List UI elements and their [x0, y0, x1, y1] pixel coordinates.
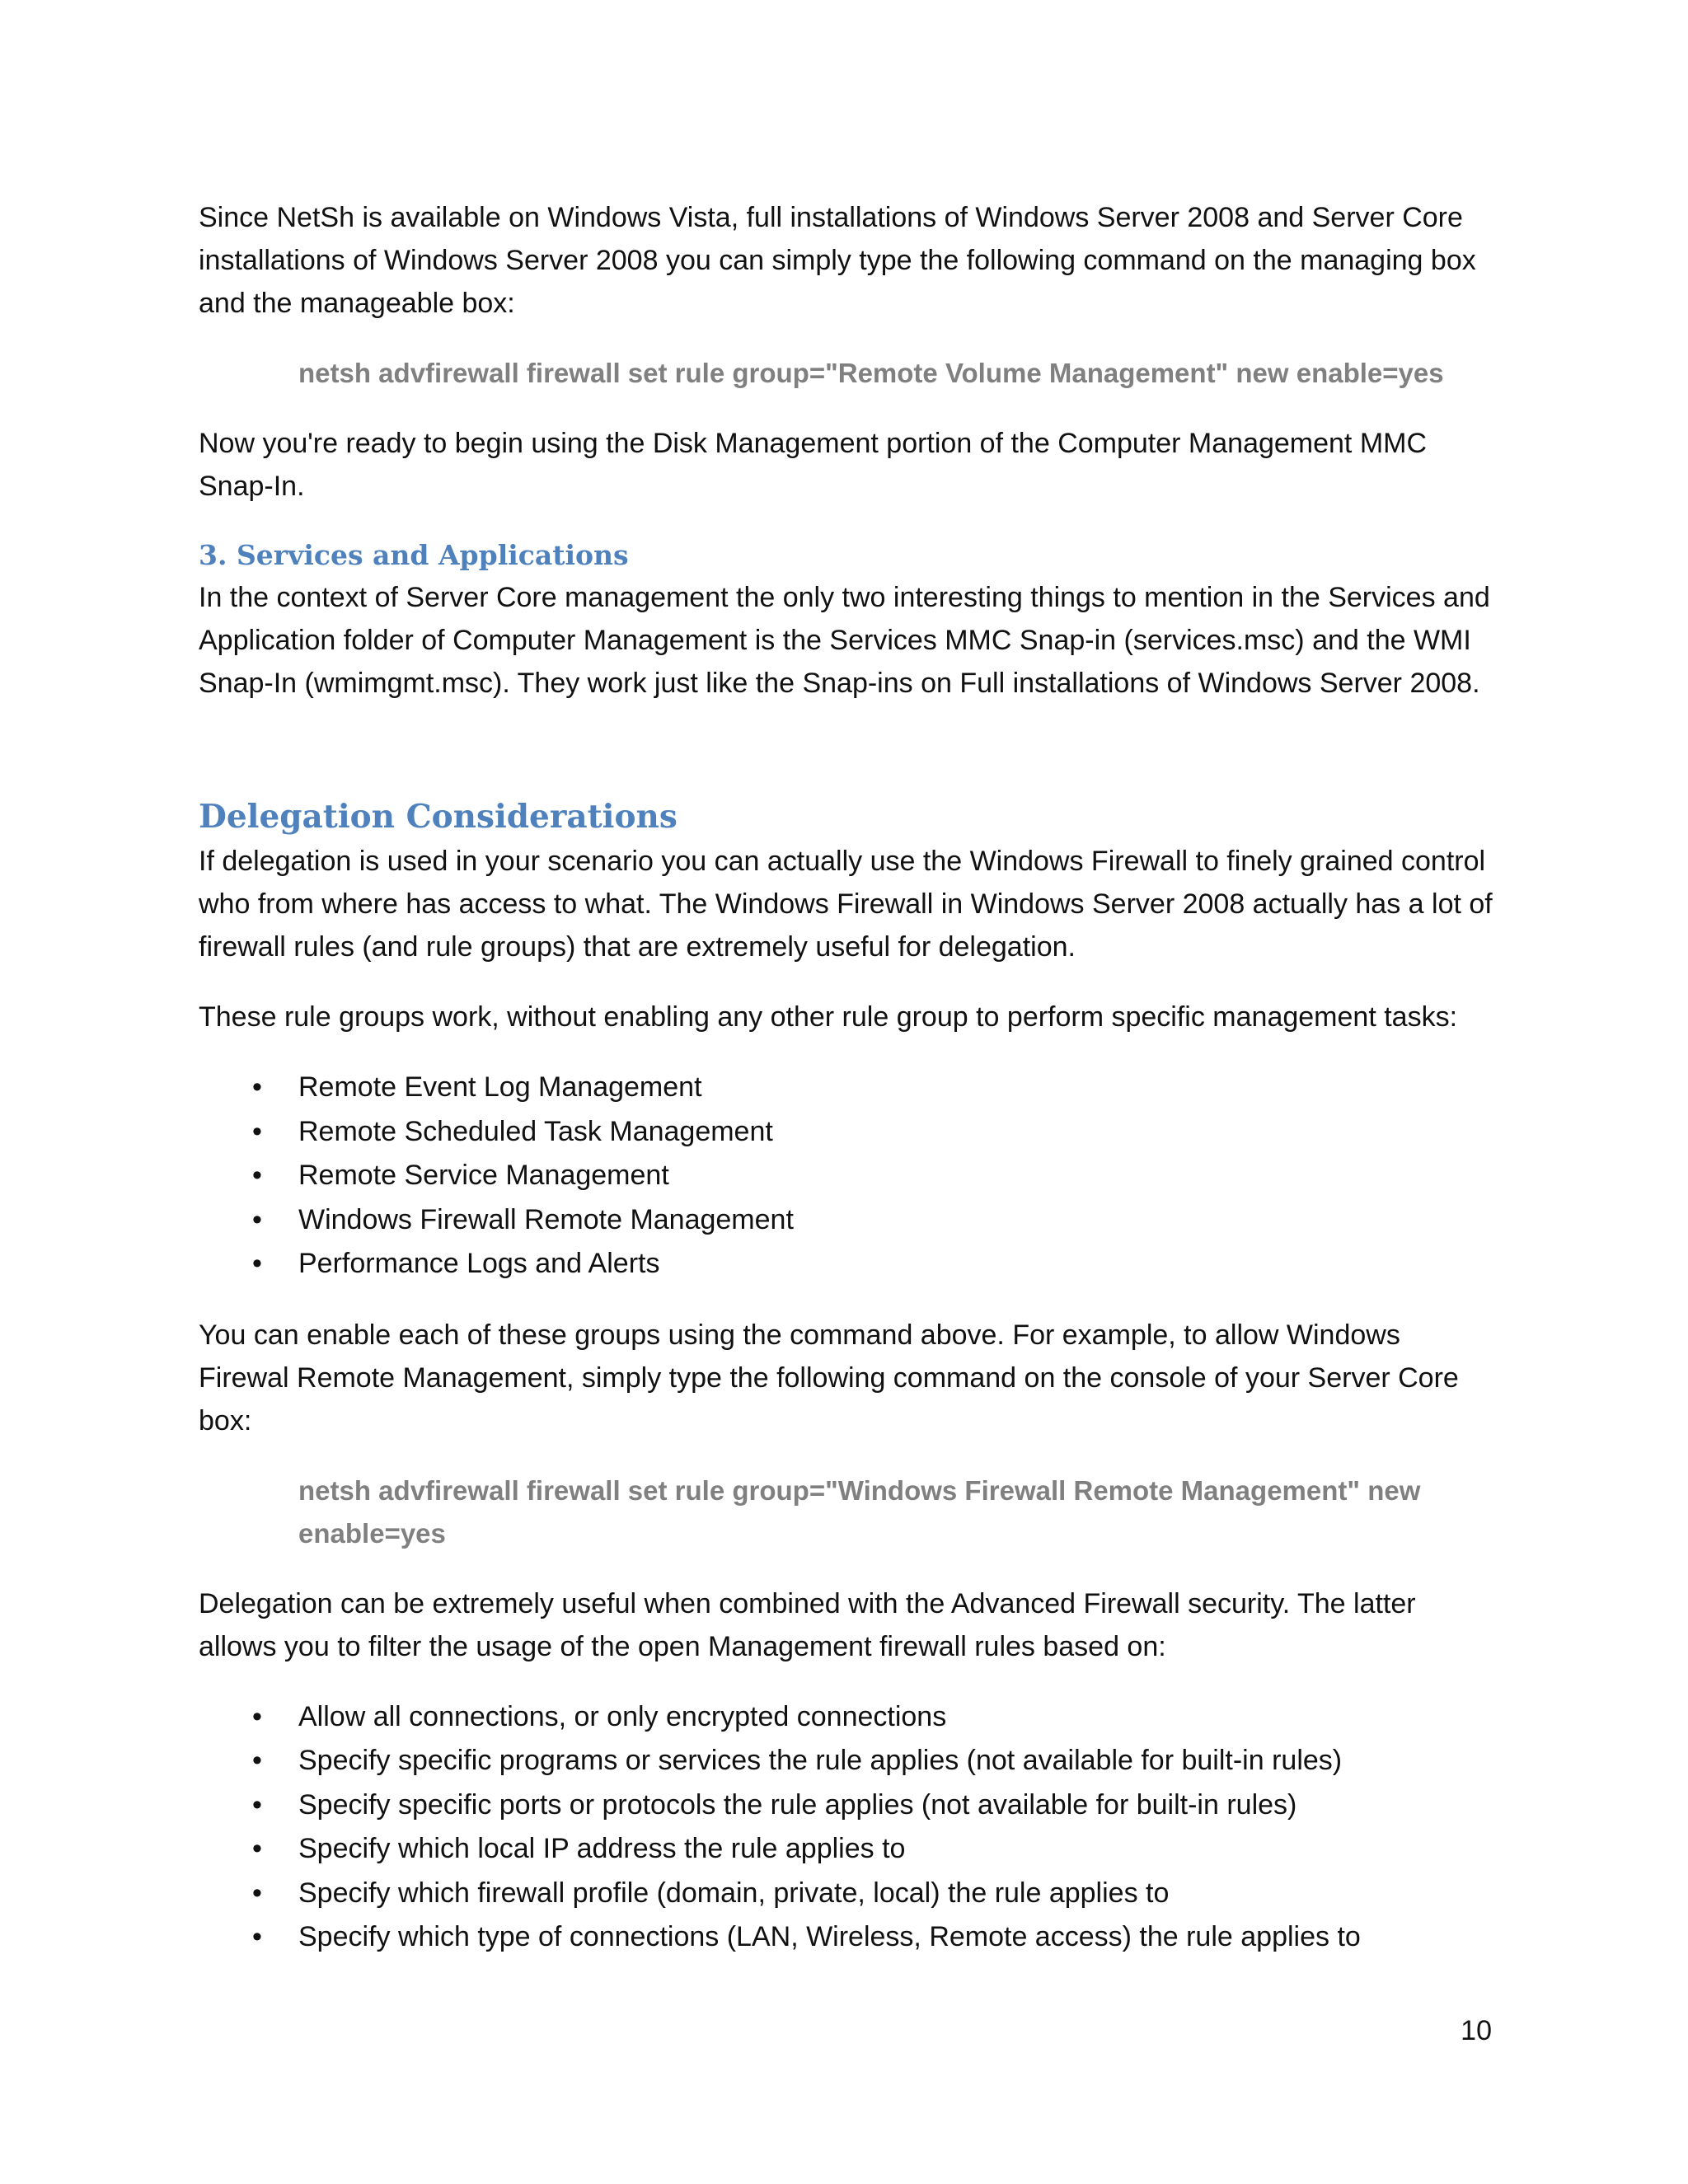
command-firewall-remote: netsh advfirewall firewall set rule group="Windows Firewall Remote Management" new enable=yes: [298, 1474, 1421, 1549]
list-item: [199, 1198, 1493, 1243]
bullet-icon: •: [252, 1921, 262, 1952]
list-item-text: Allow all connections, or only encrypted connections: [298, 1700, 947, 1732]
delegation-heading: Delegation Considerations: [199, 798, 678, 836]
list-item: [199, 1739, 1493, 1783]
list-item: [199, 1242, 1493, 1286]
list-item-text: Specify specific ports or protocols the rule applies (not available for built-in rules): [298, 1788, 1297, 1821]
list-item: [199, 1827, 1493, 1872]
list-item-text: Specify which type of connections (LAN, Wireless, Remote access) the rule applies to: [298, 1921, 1361, 1952]
list-item: [199, 1915, 1493, 1960]
delegation-section: [199, 794, 1493, 1960]
list-item-text: Remote Service Management: [298, 1160, 669, 1191]
bullet-icon: •: [252, 1071, 262, 1103]
list-item: [199, 1154, 1493, 1198]
enable-paragraph: You can enable each of these groups using the command above. For example, to allow Windows Firewal Remote Management, simply type the following command on the console of your Server Core box:: [199, 1319, 1459, 1436]
list-item-text: Remote Scheduled Task Management: [298, 1115, 773, 1147]
advanced-paragraph: Delegation can be extremely useful when combined with the Advanced Firewall security. The latter allows you to filter the usage of the open Management firewall rules based on:: [199, 1587, 1416, 1662]
list-item-text: Windows Firewall Remote Management: [298, 1203, 794, 1235]
list-item: [199, 1783, 1493, 1828]
bullet-icon: •: [252, 1160, 262, 1191]
list-item-text: Specify which firewall profile (domain, private, local) the rule applies to: [298, 1877, 1170, 1909]
bullet-icon: •: [252, 1788, 262, 1821]
list-item: [199, 1066, 1493, 1110]
services-paragraph: In the context of Server Core management the only two interesting things to mention in the Services and Application folder of Computer Management is the Services MMC Snap-in (services.msc) and the WMI Snap-In (wmimgmt.msc). They work just like the Snap-ins on Full installations of Windows Server 2008.: [199, 582, 1490, 699]
list-item-text: Performance Logs and Alerts: [298, 1248, 660, 1279]
list-item: [199, 1872, 1493, 1916]
list-item: [199, 1695, 1493, 1740]
rule-groups-lead: These rule groups work, without enabling any other rule group to perform specific management tasks:: [199, 1001, 1458, 1033]
ready-paragraph: Now you're ready to begin using the Disk Management portion of the Computer Management MMC Snap-In.: [199, 428, 1428, 502]
bullet-icon: •: [252, 1700, 262, 1732]
list-item: [199, 1110, 1493, 1155]
delegation-intro: If delegation is used in your scenario you can actually use the Windows Firewall to finely grained control who from where has access to what. The Windows Firewall in Windows Server 2008 actually has a lot of firewall rules (and rule groups) that are extremely useful for delegation.: [199, 846, 1493, 963]
list-item-text: Remote Event Log Management: [298, 1071, 702, 1103]
page-content: [199, 196, 1493, 1987]
bullet-icon: •: [252, 1115, 262, 1147]
bullet-icon: •: [252, 1877, 262, 1909]
command-remote-volume: netsh advfirewall firewall set rule group="Remote Volume Management" new enable=yes: [298, 358, 1444, 388]
bullet-icon: •: [252, 1833, 262, 1864]
list-item-text: Specify specific programs or services the rule applies (not available for built-in rules): [298, 1745, 1343, 1776]
bullet-icon: •: [252, 1203, 262, 1235]
filter-options-list: [199, 1695, 1493, 1960]
bullet-icon: •: [252, 1248, 262, 1279]
services-heading: 3. Services and Applications: [199, 539, 629, 571]
intro-paragraph: Since NetSh is available on Windows Vista, full installations of Windows Server 2008 and Server Core installations of Windows Server 2008 you can simply type the following command on the managing box and the manageable box:: [199, 202, 1476, 319]
rule-groups-list: [199, 1066, 1493, 1286]
list-item-text: Specify which local IP address the rule applies to: [298, 1833, 906, 1864]
page-number: 10: [1461, 2015, 1492, 2046]
bullet-icon: •: [252, 1745, 262, 1776]
